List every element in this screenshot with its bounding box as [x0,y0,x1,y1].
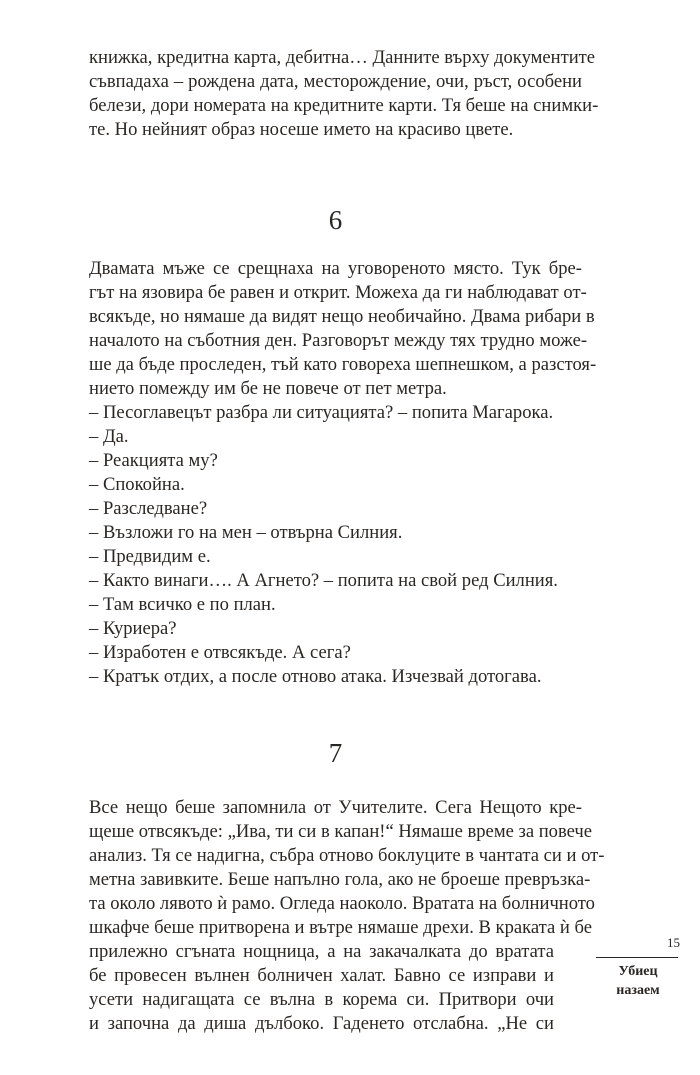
dialogue-line: – Кратък отдих, а после отново атака. Изчезвай дотогава. [89,666,542,687]
dialogue-line: – Разследване? [89,498,208,519]
paragraph-line: анализ. Тя се надигна, събра отново боклуците в чантата си и от- [89,845,605,866]
paragraph-line: Все нещо беше запомнила от Учителите. Сега Нещото кре- [89,797,582,818]
dialogue-line: – Както винаги…. А Агнето? – попита на свой ред Силния. [89,570,558,591]
dialogue-line: – Предвидим е. [89,546,211,567]
dialogue-line: – Песоглавецът разбра ли ситуацията? – попита Магарока. [89,402,554,423]
paragraph-line: усети надигащата се вълна в корема си. Притвори очи [89,989,554,1010]
paragraph-line: Двамата мъже се срещнаха на уговореното място. Тук бре- [89,258,582,279]
paragraph-line: нието помежду им бе не повече от пет метра. [89,378,447,399]
dialogue-line: – Там всичко е по план. [89,594,276,615]
paragraph-line: началото на съботния ден. Разговорът между тях трудно може- [89,330,588,351]
section-heading-7: 7 [328,738,343,768]
dialogue-line: – Да. [89,426,129,447]
paragraph-line: бе провесен вълнен болничен халат. Бавно се изправи и [89,965,554,986]
paragraph-line: всякъде, но нямаше да видят нещо необичайно. Двама рибари в [89,306,595,327]
section-heading-6: 6 [328,205,343,235]
running-title-line: назаем [616,983,660,998]
paragraph-line: гът на язовира бе равен и открит. Можеха да ги наблюдават от- [89,282,587,303]
dialogue-line: – Куриера? [89,618,177,639]
intro-line: те. Но нейният образ носеше името на красиво цвете. [89,119,514,140]
paragraph-line: та около лявото ѝ рамо. Огледа наоколо. Вратата на болничното [89,893,595,914]
dialogue-line: – Възложи го на мен – отвърна Силния. [89,522,403,543]
running-title [596,962,680,1000]
intro-line: книжка, кредитна карта, дебитна… Данните върху документите [89,47,596,68]
paragraph-line: ше да бъде проследен, тъй като говореха шепнешком, а разстоя- [89,354,597,375]
folio-divider [596,957,678,958]
dialogue-line: – Спокойна. [89,474,185,495]
paragraph-line: прилежно сгъната нощница, а на закачалката до вратата [89,941,554,962]
page-number: 15 [667,935,680,950]
dialogue-line: – Реакцията му? [89,450,218,471]
paragraph-line: метна завивките. Беше напълно гола, ако не броеше превръзка- [89,869,591,890]
running-title-line: Убиец [618,964,658,979]
paragraph-line: и започна да диша дълбоко. Гаденето отслабна. „Не си [89,1013,554,1034]
paragraph-line: шкафче беше притворена и вътре нямаше дрехи. В краката ѝ бе [89,917,592,938]
intro-line: съвпадаха – рождена дата, месторождение, очи, ръст, особени [89,71,582,92]
paragraph-line: щеше отвсякъде: „Ива, ти си в капан!“ Нямаше време за повече [89,821,593,842]
dialogue-line: – Изработен е отвсякъде. А сега? [89,642,351,663]
intro-line: белези, дори номерата на кредитните карти. Тя беше на снимки- [89,95,599,116]
